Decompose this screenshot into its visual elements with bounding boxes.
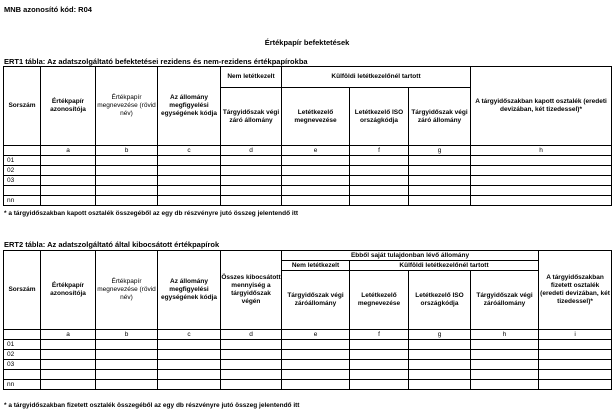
row-number [4,186,41,196]
t2-letter: b [96,330,158,340]
t2-header-osztalek: A tárgyidőszakban fizetett osztalék (eredeti devizában, két tizedessel)* [539,251,612,330]
t1-letter: d [221,146,282,156]
t2-group-kulfoldi: Külföldi letétkezelőnél tartott [350,261,539,271]
t2-letter: d [221,330,282,340]
table-row [4,166,612,176]
table-row [4,186,612,196]
row-number: 01 [4,340,41,350]
table2 [3,250,612,390]
t2-letter: i [539,330,612,340]
t1-header-azonosito: Értékpapír azonosítója [41,67,96,146]
row-number: nn [4,380,41,390]
t1-letter: c [158,146,221,156]
t1-group-kulfoldi: Külföldi letétkezelőnél tartott [282,67,471,88]
table-row [4,360,612,370]
t1-header-f: Letétkezelő ISO országkódja [350,88,409,146]
table-row [4,176,612,186]
table-row [4,196,612,206]
table1-footnote: * a tárgyidőszakban kapott osztalék összegéből az egy db részvényre jutó összeg jelentendő itt [4,210,299,217]
table2-title: ERT2 tábla: Az adatszolgáltató által kibocsátott értékpapírok [4,240,220,249]
t1-header-d: Tárgyidőszak végi záró állomány [221,88,282,146]
t2-group-nem-letetkezelt: Nem letétkezelt [282,261,350,271]
t2-letter: a [41,330,96,340]
t2-header-f: Letétkezelő megnevezése [350,271,409,330]
form-code: MNB azonosító kód: R04 [4,5,92,14]
t1-letter: g [409,146,471,156]
t2-letter: f [350,330,409,340]
t1-group-nem-letetkezelt: Nem letétkezelt [221,67,282,88]
t1-header-g: Tárgyidőszak végi záró állomány [409,88,471,146]
t2-header-azonosito: Értékpapír azonosítója [41,251,96,330]
t1-header-sorszam: Sorszám [4,67,41,146]
t1-letter: b [96,146,158,156]
t1-header-egyseg-kod: Az állomány megfigyelési egységének kódja [158,67,221,146]
t1-letter: h [471,146,612,156]
row-number: 02 [4,350,41,360]
row-number: 03 [4,360,41,370]
table-row [4,370,612,380]
row-number: 02 [4,166,41,176]
table2-footnote: * a tárgyidőszakban fizetett osztalék összegéből az egy db részvényre jutó összeg jelentendő itt [4,402,300,409]
t2-letter: e [282,330,350,340]
table-row [4,350,612,360]
t2-header-e: Tárgyidőszak végi záróállomány [282,271,350,330]
table-row [4,340,612,350]
t1-header-osztalek: A tárgyidőszakban kapott osztalék (eredeti devizában, két tizedessel)* [471,67,612,146]
table1-title: ERT1 tábla: Az adatszolgáltató befektetései rezidens és nem-rezidens értékpapírokba [4,57,308,66]
t2-letter: g [409,330,471,340]
t2-letter: c [158,330,221,340]
t1-header-megnevezes: Értékpapír megnevezése (rövid név) [96,67,158,146]
t1-header-e: Letétkezelő megnevezése [282,88,350,146]
table-row [4,156,612,166]
table1 [3,66,612,206]
t2-letter-empty [4,330,41,340]
t1-letter: a [41,146,96,156]
row-number: 01 [4,156,41,166]
row-number: nn [4,196,41,206]
document-title: Értékpapír befektetések [264,38,350,47]
t2-header-sorszam: Sorszám [4,251,41,330]
t2-header-h: Tárgyidőszak végi záróállomány [471,271,539,330]
t2-group-ebbol: Ebből saját tulajdonban lévő állomány [282,251,539,261]
table-row [4,380,612,390]
t2-header-megnevezes: Értékpapír megnevezése (rövid név) [96,251,158,330]
t1-letter: f [350,146,409,156]
row-number [4,370,41,380]
t2-header-g: Letétkezelő ISO országkódja [409,271,471,330]
t1-letter-empty [4,146,41,156]
t2-header-osszes: Összes kibocsátott mennyiség a tárgyidőszak végén [221,251,282,330]
t2-letter: h [471,330,539,340]
t2-header-egyseg-kod: Az állomány megfigyelési egységének kódja [158,251,221,330]
row-number: 03 [4,176,41,186]
t1-letter: e [282,146,350,156]
